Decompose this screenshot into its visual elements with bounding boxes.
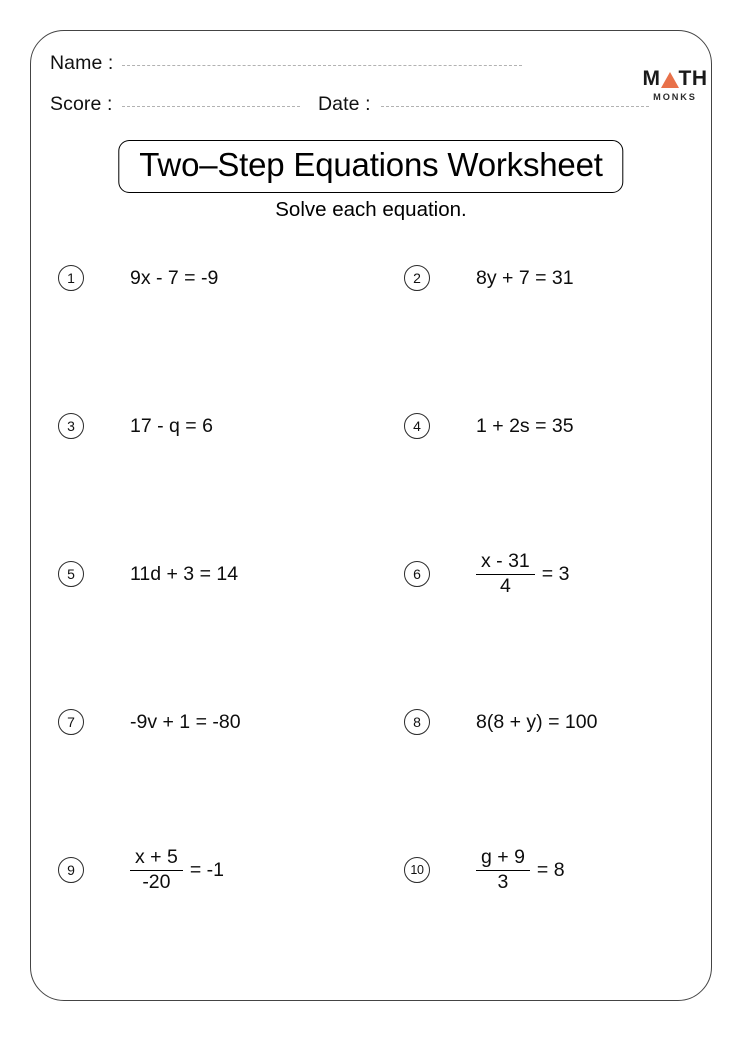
equation-text: -9v + 1 = -80 — [130, 710, 241, 733]
logo-wordmark — [638, 68, 712, 89]
problem-number-badge: 2 — [404, 265, 430, 291]
problem-number-badge: 6 — [404, 561, 430, 587]
equation — [476, 415, 574, 438]
problem-number-badge: 8 — [404, 709, 430, 735]
equation-text: 8y + 7 = 31 — [476, 266, 574, 289]
name-field-row — [50, 52, 522, 75]
equation — [130, 711, 241, 734]
logo-subtext: MONKS — [653, 92, 697, 102]
problem-item — [404, 551, 569, 597]
fraction — [476, 551, 535, 598]
equation — [130, 563, 238, 586]
problem-item — [58, 847, 224, 893]
problem-number-badge: 10 — [404, 857, 430, 883]
date-field-row — [318, 93, 649, 116]
problem-item — [58, 403, 213, 449]
equation — [130, 847, 224, 894]
date-write-line[interactable] — [381, 106, 649, 107]
equation — [476, 847, 565, 894]
fraction — [476, 847, 530, 894]
triangle-icon — [661, 72, 679, 88]
problem-item — [404, 699, 597, 745]
problem-number-badge: 3 — [58, 413, 84, 439]
fraction-denominator: 3 — [497, 870, 509, 893]
fraction-denominator: -20 — [142, 870, 171, 893]
problem-number-badge: 1 — [58, 265, 84, 291]
problem-list — [0, 255, 742, 995]
instructions: Solve each equation. — [275, 198, 467, 221]
problem-row — [0, 255, 742, 403]
problem-item — [404, 403, 574, 449]
equation-text: 8(8 + y) = 100 — [476, 710, 598, 733]
equation-text: 17 - q = 6 — [130, 414, 213, 437]
problem-number-badge: 5 — [58, 561, 84, 587]
problem-item — [404, 847, 565, 893]
equation — [130, 267, 218, 290]
problem-number-badge: 7 — [58, 709, 84, 735]
score-label: Score : — [50, 93, 113, 115]
score-write-line[interactable] — [122, 106, 300, 107]
worksheet-title-box — [118, 140, 623, 193]
equation-right-side: = 3 — [541, 562, 570, 585]
name-label: Name : — [50, 52, 114, 74]
equation-right-side: = 8 — [536, 858, 565, 881]
logo-letters-th: TH — [678, 67, 708, 90]
problem-row — [0, 551, 742, 699]
problem-item — [404, 255, 574, 301]
logo-letter-m: M — [642, 67, 661, 90]
problem-number-badge: 9 — [58, 857, 84, 883]
equation — [476, 711, 597, 734]
fraction-numerator: x - 31 — [476, 551, 535, 575]
equation — [130, 415, 213, 438]
fraction-numerator: x + 5 — [130, 847, 183, 871]
fraction — [130, 847, 183, 894]
problem-item — [58, 699, 241, 745]
equation-text: 11d + 3 = 14 — [130, 562, 239, 585]
equation — [476, 551, 569, 598]
problem-row — [0, 847, 742, 995]
problem-row — [0, 403, 742, 551]
name-write-line[interactable] — [122, 65, 522, 66]
date-label: Date : — [318, 93, 371, 115]
fraction-numerator: g + 9 — [476, 847, 530, 871]
problem-item — [58, 551, 238, 597]
problem-number-badge: 4 — [404, 413, 430, 439]
equation — [476, 267, 574, 290]
problem-row — [0, 699, 742, 847]
score-field-row — [50, 93, 300, 116]
equation-text: 9x - 7 = -9 — [130, 266, 219, 289]
math-monks-logo — [638, 68, 712, 102]
equation-text: 1 + 2s = 35 — [476, 414, 574, 437]
page-title: Two–Step Equations Worksheet — [139, 146, 603, 183]
equation-right-side: = -1 — [189, 858, 224, 881]
problem-item — [58, 255, 218, 301]
fraction-denominator: 4 — [499, 574, 511, 597]
